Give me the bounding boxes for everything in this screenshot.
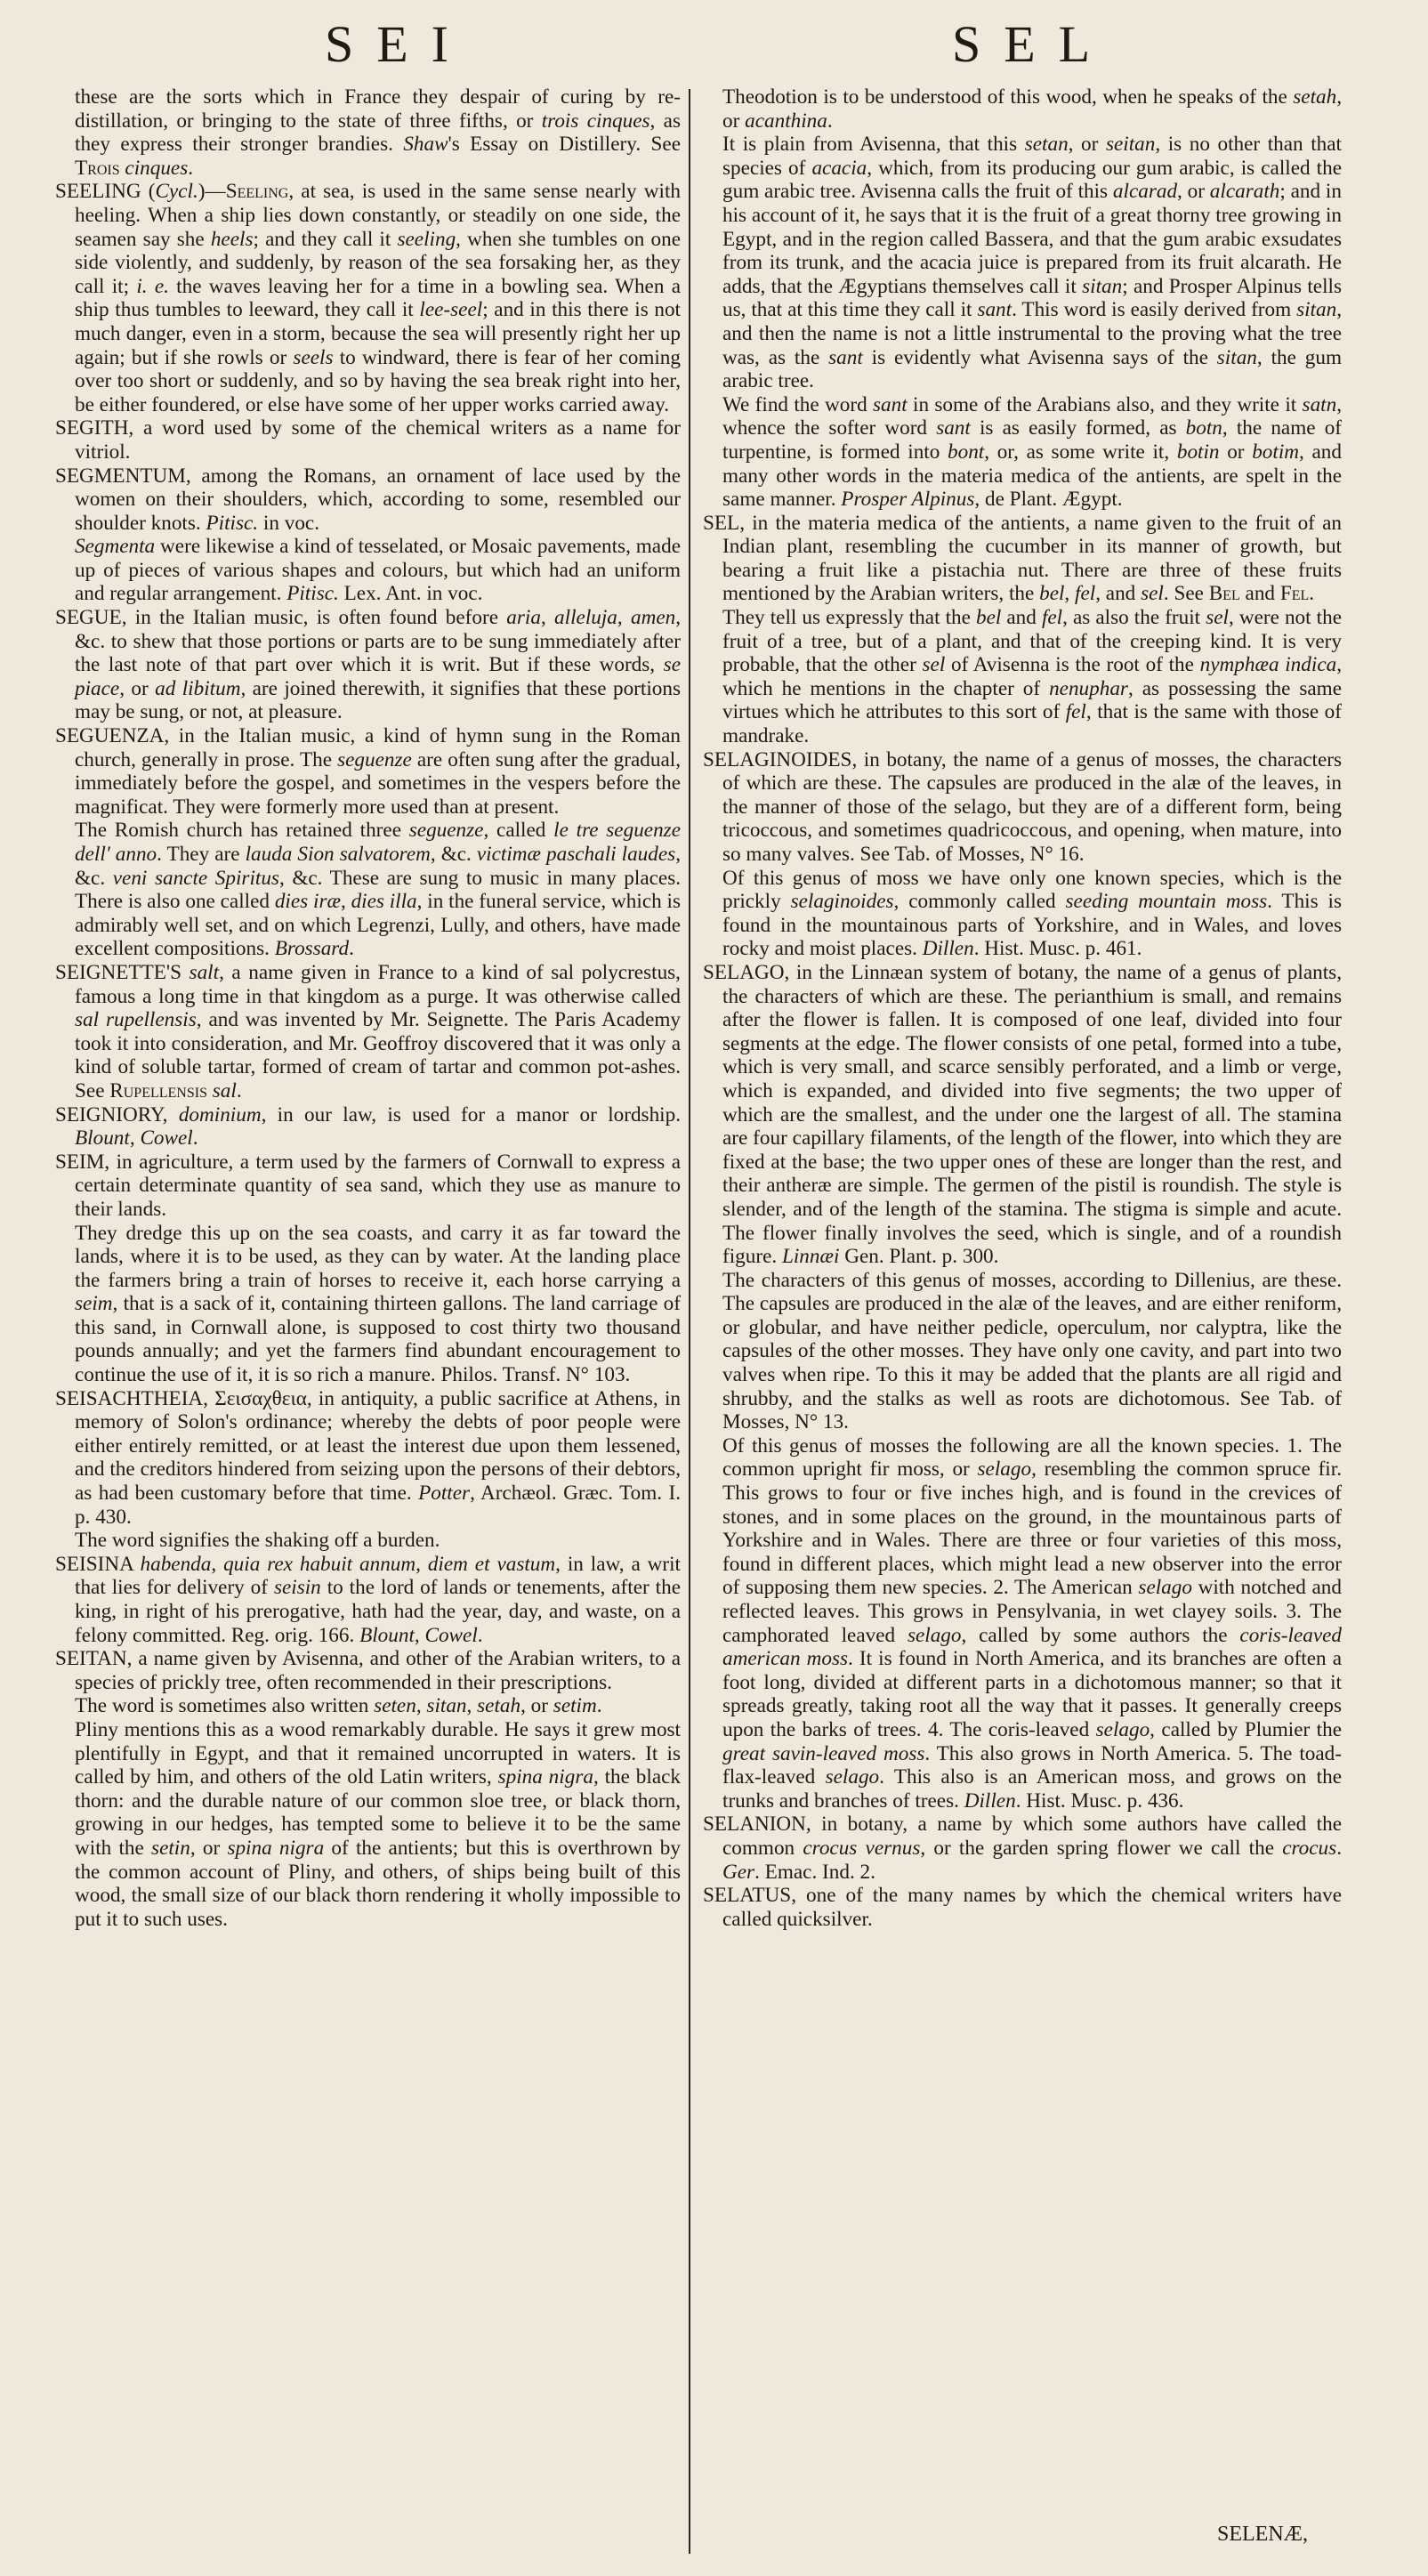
dictionary-entry: SEGMENTUM, among the Romans, an ornament of lace used by the women on their shoulders, which, according to some, resembled our shoulder knots. Pitisc. in voc. <box>55 464 681 535</box>
entry-paragraph: They tell us expressly that the bel and fel, as also the fruit sel, were not the fruit of a tree, but of a plant, and that of the creeping kind. It is very probable, that the other sel of Avisenna is the root of the nymphæa indica, which he mentions in the chapter of nenuphar, as possessing the same virtues which he attributes to this sort of fel, that is the same with those of mandrake. <box>722 606 1342 748</box>
entry-paragraph: The Romish church has retained three seguenze, called le tre seguenze dell' anno. They are lauda Sion salvatorem, &c. victimæ paschali laudes, &c. veni sancte Spiritus, &c. These are sung to music in many places. There is also one called dies iræ, dies illa, in the funeral service, which is admirably well set, and on which Legrenzi, Lully, and others, have made excellent compositions. Brossard. <box>75 819 682 961</box>
dictionary-entry: SEIGNIORY, dominium, in our law, is used for a manor or lordship. Blount, Cowel. <box>55 1102 681 1151</box>
entry-paragraph: Of this genus of mosses the following are all the known species. 1. The common upright fir moss, or selago, resembling the common spruce fir. This grows to four or five inches high, and is found in the crevices of stones, and in some places on the ground, in the mountainous parts of Yorkshire and in Wales. There are three or four varieties of this moss, found in different places, which might lead a new observer into the error of supposing them new species. 2. The American selago with notched and reflected leaves. This grows in Pensylvania, in wet clayey soils. 3. The camphorated leaved selago, called by some authors the coris-leaved american moss. It is found in North America, and its branches are often a foot long, divided at different parts in a dichotomous manner; so that it spreads greatly, taking root all the way that it passes. It generally creeps upon the barks of trees. 4. The coris-leaved selago, called by Plumier the great savin-leaved moss. This also grows in North America. 5. The toad-flax-leaved selago. This also is an American moss, and grows on the trunks and branches of trees. Dillen. Hist. Musc. p. 436. <box>722 1433 1343 1813</box>
entry-paragraph: Theodotion is to be understood of this wood, when he speaks of the setah, or acanthina. <box>722 85 1342 133</box>
entry-paragraph: It is plain from Avisenna, that this setan, or seitan, is no other than that species of acacia, which, from its producing our gum arabic, is called the gum arabic tree. Avisenna calls the fruit of this alcarad, or alcarath; and in his account of it, he says that it is the fruit of a great thorny tree growing in Egypt, and in the region called Bassera, and that the gum arabic exsudates from its trunk, and the acacia juice is prepared from its fruit alcarath. He adds, that the Ægyptians themselves call it sitan; and Prosper Alpinus tells us, that at this time they call it sant. This word is easily derived from sitan, and then the name is not a little instrumental to the proving what the tree was, as the sant is evidently what Avisenna says of the sitan, the gum arabic tree. <box>722 133 1342 393</box>
dictionary-entry: SEITAN, a name given by Avisenna, and other of the Arabian writers, to a species of prickly tree, often recommended in their prescriptions. <box>55 1647 681 1694</box>
running-head-right: SEL <box>952 15 1114 73</box>
dictionary-entry: SELANION, in botany, a name by which some authors have called the common crocus vernus, or the garden spring flower we call the crocus. Ger. Emac. Ind. 2. <box>703 1813 1342 1884</box>
dictionary-entry: SEISINA habenda, quia rex habuit annum, diem et vastum, in law, a writ that lies for delivery of seisin to the lord of lands or tenements, after the king, in right of his prerogative, hath had the year, day, and waste, on a felony committed. Reg. orig. 166. Blount, Cowel. <box>55 1552 682 1647</box>
dictionary-entry: SEIGNETTE'S salt, a name given in France to a kind of sal polycrestus, famous a long time in that kingdom as a purge. It was otherwise called sal rupellensis, and was invented by Mr. Seignette. The Paris Academy took it into consideration, and Mr. Geoffroy discovered that it was only a kind of soluble tartar, formed of cream of tartar and common pot-ashes. See Rupellensis sal. <box>55 960 682 1102</box>
entry-paragraph: The word is sometimes also written seten, sitan, setah, or setim. <box>75 1694 602 1718</box>
entry-paragraph: Segmenta were likewise a kind of tesselated, or Mosaic pavements, made up of pieces of various shapes and colours, but which had an uniform and regular arrangement. Pitisc. Lex. Ant. in voc. <box>75 535 681 606</box>
column-divider <box>689 89 690 2554</box>
dictionary-entry: SEGUE, in the Italian music, is often found before aria, alleluja, amen, &c. to shew that those portions or parts are to be sung immediately after the last note of that part over which it is writ. But if these words, se piace, or ad libitum, are joined therewith, it signifies that these portions may be sung, or not, at pleasure. <box>55 606 682 724</box>
entry-paragraph: Of this genus of moss we have only one known species, which is the prickly selaginoides, commonly called seeding mountain moss. This is found in the mountainous parts of Yorkshire, and in Wales, and loves rocky and moist places. Dillen. Hist. Musc. p. 461. <box>722 866 1342 961</box>
dictionary-entry: SEL, in the materia medica of the antients, a name given to the fruit of an Indian plant, resembling the cucumber in its manner of growth, but bearing a fruit like a pistachia nut. There are three of these fruits mentioned by the Arabian writers, the bel, fel, and sel. See Bel and Fel. <box>703 511 1342 606</box>
entry-paragraph: The characters of this genus of mosses, according to Dillenius, are these. The capsules are produced in the alæ of the leaves, and are either reniform, or globular, and have neither pedicle, operculum, nor calyptra, like the capsules of the other mosses. They have only one cavity, and part into two valves when ripe. To this it may be added that the plants are all rigid and shrubby, and the stalks as well as roots are dichotomous. See Tab. of Mosses, N° 13. <box>722 1268 1342 1434</box>
entry-paragraph: these are the sorts which in France they despair of curing by re-distillation, or bringing to the state of three fifths, or trois cinques, as they express their stronger brandies. Shaw's Essay on Distillery. See Trois cinques. <box>75 85 681 180</box>
dictionary-entry: SELAGO, in the Linnæan system of botany, the name of a genus of plants, the characters of which are these. The perianthium is small, and remains after the flower is fallen. It is composed of one leaf, divided into four segments at the edge. The flower consists of one petal, formed into a tube, which is very small, and scarce sensibly perforated, and a limb or verge, which is expanded, and divided into five segments; the two upper of which are the smallest, and the under one the largest of all. The stamina are four capillary filaments, of the length of the flower, into which they are fixed at the base; the two upper ones of these are longer than the rest, and their antheræ are simple. The germen of the pistil is roundish. The style is slender, and of the length of the stamina. The stigma is simple and acute. The flower finally involves the seed, which is single, and of a roundish figure. Linnæi Gen. Plant. p. 300. <box>703 960 1342 1269</box>
dictionary-entry: SELAGINOIDES, in botany, the name of a genus of mosses, the characters of which are these. The capsules are produced in the alæ of the leaves, in the manner of those of the selago, but they are of a different form, being tricoccous, and sometimes quadricoccous, and opening, when mature, into so many valves. See Tab. of Mosses, N° 16. <box>703 747 1342 866</box>
dictionary-entry: SEISACHTHEIA, Σεισαχθεια, in antiquity, a public sacrifice at Athens, in memory of Solon's ordinance; whereby the debts of poor people were either entirely remitted, or at least the interest due upon them lessened, and the creditors hindered from seizing upon the persons of their debtors, as had been customary before that time. Potter, Archæol. Græc. Tom. I. p. 430. <box>55 1386 681 1529</box>
entry-paragraph: Pliny mentions this as a wood remarkably durable. He says it grew most plentifully in Egypt, and that it remained uncorrupted in waters. It is called by him, and others of the old Latin writers, spina nigra, the black thorn: and the durable nature of our common sloe tree, or black thorn, growing in our hedges, has tempted some to believe it to be the same with the setin, or spina nigra of the antients; but this is overthrown by the common account of Pliny, and others, of ships being built of this wood, the small size of our black thorn rendering it wholly impossible to put it to such uses. <box>75 1717 681 1931</box>
left-column <box>55 85 681 1931</box>
entry-paragraph: The word signifies the shaking off a burden. <box>75 1529 440 1553</box>
right-column <box>703 85 1342 1931</box>
dictionary-entry: SELATUS, one of the many names by which the chemical writers have called quicksilver. <box>703 1884 1342 1931</box>
running-head-left: SEI <box>325 15 472 73</box>
entry-paragraph: They dredge this up on the sea coasts, and carry it as far toward the lands, where it is to be used, as they can by water. At the landing place the farmers bring a train of horses to receive it, each horse carrying a seim, that is a sack of it, containing thirteen gallons. The land carriage of this sand, in Cornwall alone, is supposed to cost thirty two thousand pounds annually; and yet the farmers find abundant encouragement to continue the use of it, it is so rich a manure. Philos. Transf. N° 103. <box>75 1221 681 1387</box>
entry-paragraph: We find the word sant in some of the Arabians also, and they write it satn, whence the softer word sant is as easily formed, as botn, the name of turpentine, is formed into bont, or, as some write it, botin or botim, and many other words in the materia medica of the antients, are spelt in the same manner. Prosper Alpinus, de Plant. Ægypt. <box>722 392 1343 512</box>
dictionary-entry: SEGUENZA, in the Italian music, a kind of hymn sung in the Roman church, generally in prose. The seguenze are often sung after the gradual, immediately before the gospel, and sometimes in the vespers before the magnificat. They were formerly more used than at present. <box>55 724 681 819</box>
dictionary-entry: SEIM, in agriculture, a term used by the farmers of Cornwall to express a certain determinate quantity of sea sand, which they use as manure to their lands. <box>55 1150 681 1221</box>
dictionary-entry: SEGITH, a word used by some of the chemical writers as a name for vitriol. <box>55 416 681 464</box>
catchword: SELENÆ, <box>1217 2523 1308 2546</box>
dictionary-entry: SEELING (Cycl.)—Seeling, at sea, is used in the same sense nearly with heeling. When a ship lies down constantly, or steadily on one side, the seamen say she heels; and they call it seeling, when she tumbles on one side violently, and suddenly, by reason of the sea forsaking her, as they call it; i. e. the waves leaving her for a time in a bowling sea. When a ship thus tumbles to leeward, they call it lee-seel; and in this there is not much danger, even in a storm, because the sea will presently right her up again; but if she rowls or seels to windward, there is fear of her coming over too short or suddenly, and so by having the sea break right into her, be either foundered, or else have some of her upper works carried away. <box>55 180 682 416</box>
